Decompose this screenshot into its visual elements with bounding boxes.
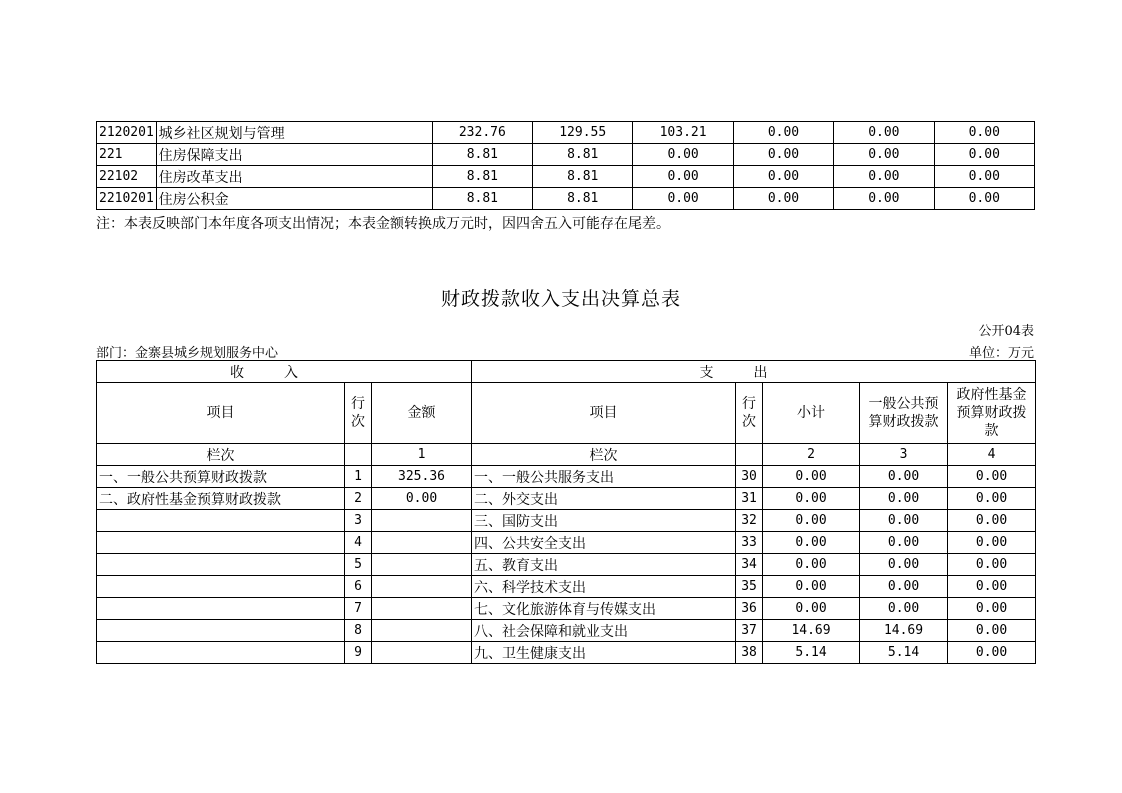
amount-header: 金额 [372,383,472,444]
cell-code: 22102 [97,166,157,188]
cell-sub: 14.69 [763,620,860,642]
cell-in-item: 一、一般公共预算财政拨款 [97,466,345,488]
cell-in-amt: 0.00 [372,488,472,510]
cell-name: 住房改革支出 [156,166,432,188]
column-index-row [97,444,1036,466]
cell-v6: 0.00 [934,166,1034,188]
cell-gen: 0.00 [860,532,948,554]
col-index-4: 4 [948,444,1036,466]
cell-v2: 129.55 [533,122,633,144]
cell-in-item [97,532,345,554]
cell-v1: 232.76 [432,122,532,144]
cell-v2: 8.81 [533,144,633,166]
cell-name: 住房保障支出 [156,144,432,166]
cell-v1: 8.81 [432,144,532,166]
cell-in-amt [372,642,472,664]
cell-v4: 0.00 [733,166,833,188]
cell-code: 221 [97,144,157,166]
cell-ex-no: 31 [736,488,763,510]
cell-in-no: 3 [345,510,372,532]
cell-in-amt [372,532,472,554]
cell-in-amt [372,620,472,642]
cell-in-item [97,554,345,576]
table-row [97,510,1036,532]
col-index-3: 3 [860,444,948,466]
cell-ex-item: 二、外交支出 [472,488,736,510]
col-label-expense: 栏次 [472,444,736,466]
cell-sub: 5.14 [763,642,860,664]
cell-in-no: 4 [345,532,372,554]
cell-fund: 0.00 [948,642,1036,664]
income-header: 收入 [97,361,472,383]
cell-v5: 0.00 [834,166,934,188]
cell-v1: 8.81 [432,188,532,210]
table-row [97,188,1035,210]
cell-v5: 0.00 [834,144,934,166]
cell-ex-item: 四、公共安全支出 [472,532,736,554]
fiscal-summary-table [96,360,1036,664]
table-row [97,620,1036,642]
cell-v4: 0.00 [733,188,833,210]
cell-sub: 0.00 [763,510,860,532]
cell-in-item: 二、政府性基金预算财政拨款 [97,488,345,510]
table-row [97,144,1035,166]
cell-in-item [97,576,345,598]
cell-ex-item: 六、科学技术支出 [472,576,736,598]
cell-sub: 0.00 [763,466,860,488]
cell-gen: 0.00 [860,488,948,510]
unit-label: 单位：万元 [968,346,1034,361]
cell-in-no: 2 [345,488,372,510]
cell-in-item [97,598,345,620]
col-index-2: 2 [763,444,860,466]
cell-in-amt [372,510,472,532]
table-row [97,576,1036,598]
cell-v4: 0.00 [733,144,833,166]
cell-ex-no: 34 [736,554,763,576]
cell-in-amt: 325.36 [372,466,472,488]
cell-in-no: 7 [345,598,372,620]
cell-v5: 0.00 [834,122,934,144]
page-title: 财政拨款收入支出决算总表 [440,288,681,310]
cell-ex-item: 五、教育支出 [472,554,736,576]
cell-name: 住房公积金 [156,188,432,210]
cell-fund: 0.00 [948,598,1036,620]
col-index-1: 1 [372,444,472,466]
cell-code: 2120201 [97,122,157,144]
cell-name: 城乡社区规划与管理 [156,122,432,144]
cell-v3: 103.21 [633,122,733,144]
cell-v5: 0.00 [834,188,934,210]
table-row [97,598,1036,620]
department-label: 部门：金寨县城乡规划服务中心 [96,346,279,361]
table-row [97,642,1036,664]
cell-v3: 0.00 [633,144,733,166]
cell-in-item [97,642,345,664]
cell-in-no: 6 [345,576,372,598]
cell-fund: 0.00 [948,466,1036,488]
table-row [97,122,1035,144]
col-label-income: 栏次 [97,444,345,466]
cell-sub: 0.00 [763,532,860,554]
cell-v6: 0.00 [934,144,1034,166]
cell-in-item [97,620,345,642]
cell-in-no: 8 [345,620,372,642]
cell-in-no: 9 [345,642,372,664]
cell-v3: 0.00 [633,188,733,210]
table-note: 注：本表反映部门本年度各项支出情况；本表金额转换成万元时，因四舍五入可能存在尾差。 [96,216,670,232]
expense-row-no-header: 行次 [736,383,763,444]
cell-sub: 0.00 [763,488,860,510]
cell-ex-no: 35 [736,576,763,598]
header-row-columns [97,383,1036,444]
cell-fund: 0.00 [948,510,1036,532]
cell-in-amt [372,554,472,576]
cell-ex-no: 30 [736,466,763,488]
header-row-sections [97,361,1036,383]
cell-v6: 0.00 [934,188,1034,210]
cell-gen: 0.00 [860,510,948,532]
gov-fund-header: 政府性基金预算财政拨款 [948,383,1036,444]
cell-code: 2210201 [97,188,157,210]
table-row [97,166,1035,188]
cell-sub: 0.00 [763,598,860,620]
cell-v1: 8.81 [432,166,532,188]
cell-gen: 0.00 [860,466,948,488]
cell-fund: 0.00 [948,576,1036,598]
cell-v4: 0.00 [733,122,833,144]
expense-detail-table [96,121,1035,210]
table-row [97,466,1036,488]
cell-v6: 0.00 [934,122,1034,144]
general-budget-header: 一般公共预算财政拨款 [860,383,948,444]
cell-in-no: 5 [345,554,372,576]
cell-sub: 0.00 [763,554,860,576]
cell-gen: 0.00 [860,576,948,598]
table-row [97,488,1036,510]
expense-item-header: 项目 [472,383,736,444]
cell-v3: 0.00 [633,166,733,188]
cell-in-item [97,510,345,532]
cell-v2: 8.81 [533,188,633,210]
cell-gen: 14.69 [860,620,948,642]
cell-ex-item: 八、社会保障和就业支出 [472,620,736,642]
cell-gen: 5.14 [860,642,948,664]
income-row-no-header: 行次 [345,383,372,444]
cell-in-no: 1 [345,466,372,488]
cell-fund: 0.00 [948,620,1036,642]
cell-ex-no: 33 [736,532,763,554]
cell-fund: 0.00 [948,532,1036,554]
cell-v2: 8.81 [533,166,633,188]
cell-ex-item: 七、文化旅游体育与传媒支出 [472,598,736,620]
cell-in-amt [372,576,472,598]
cell-ex-no: 36 [736,598,763,620]
subtotal-header: 小计 [763,383,860,444]
cell-ex-item: 九、卫生健康支出 [472,642,736,664]
table-row [97,554,1036,576]
expense-header: 支出 [472,361,1036,383]
income-item-header: 项目 [97,383,345,444]
form-number: 公开04表 [978,324,1034,339]
cell-in-amt [372,598,472,620]
cell-ex-item: 一、一般公共服务支出 [472,466,736,488]
cell-ex-item: 三、国防支出 [472,510,736,532]
table-row [97,532,1036,554]
cell-fund: 0.00 [948,488,1036,510]
cell-fund: 0.00 [948,554,1036,576]
cell-ex-no: 37 [736,620,763,642]
cell-ex-no: 32 [736,510,763,532]
cell-ex-no: 38 [736,642,763,664]
cell-gen: 0.00 [860,598,948,620]
cell-sub: 0.00 [763,576,860,598]
cell-gen: 0.00 [860,554,948,576]
